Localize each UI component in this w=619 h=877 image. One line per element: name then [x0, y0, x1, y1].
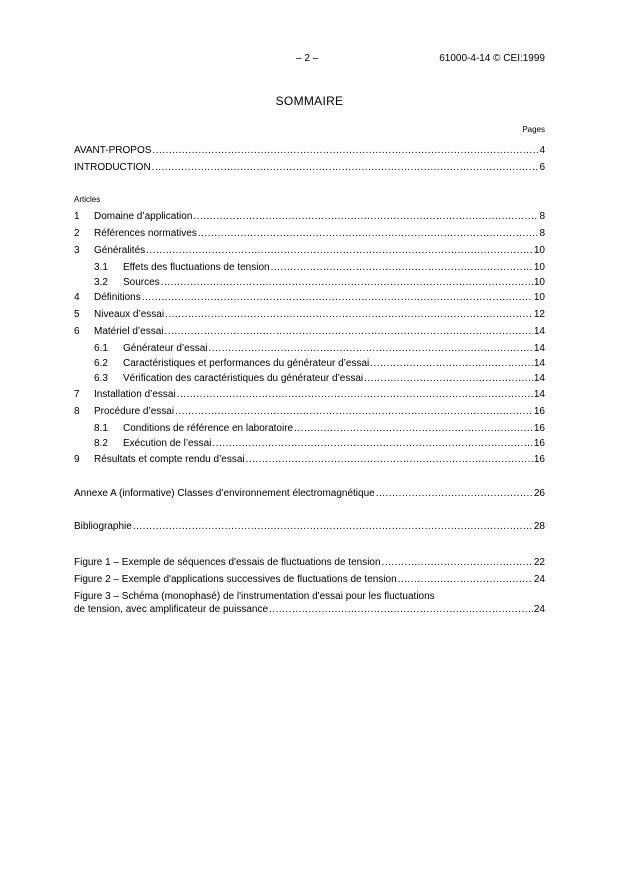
toc-article-page: 8 — [539, 211, 545, 222]
toc-figure-1[interactable] — [74, 556, 545, 569]
toc-article-label: Résultats et compte rendu d’essai — [94, 454, 245, 465]
dot-leader — [398, 573, 533, 586]
dot-leader — [246, 453, 533, 466]
dot-leader — [152, 144, 538, 157]
toc-entry-label: INTRODUCTION — [74, 162, 151, 173]
toc-article-label: Exécution de l’essai — [123, 438, 212, 449]
dot-leader — [177, 388, 533, 401]
toc-article-label: Niveaux d’essai — [94, 309, 165, 320]
toc-article-page: 14 — [533, 358, 545, 369]
page-header-number: – 2 – — [296, 53, 319, 64]
toc-article-number: 8.2 — [94, 438, 108, 449]
toc-article-number: 8 — [74, 406, 80, 417]
toc-article-page: 10 — [533, 277, 545, 288]
toc-article-label: Définitions — [94, 292, 141, 303]
toc-article-8-1[interactable] — [94, 422, 545, 435]
toc-figure-label: de tension, avec amplificateur de puissance — [74, 604, 269, 615]
toc-entry-page: 26 — [533, 488, 545, 499]
toc-article-number: 3 — [74, 245, 80, 256]
toc-article-6[interactable] — [74, 325, 545, 338]
toc-article-page: 10 — [533, 292, 545, 303]
dot-leader — [175, 405, 533, 418]
dot-leader — [165, 308, 533, 321]
toc-article-1[interactable] — [74, 210, 545, 223]
toc-article-4[interactable] — [74, 291, 545, 304]
toc-figure-label: Figure 2 – Exemple d'applications successives de fluctuations de tension — [74, 574, 397, 585]
toc-entry-avant-propos[interactable] — [74, 144, 545, 157]
toc-entry-page: 4 — [539, 145, 545, 156]
toc-article-label: Généralités — [94, 245, 146, 256]
dot-leader — [294, 422, 533, 435]
toc-figure-page: 24 — [533, 574, 545, 585]
dot-leader — [209, 342, 533, 355]
toc-article-page: 16 — [533, 423, 545, 434]
toc-article-page: 16 — [533, 406, 545, 417]
toc-article-number: 8.1 — [94, 423, 108, 434]
toc-figure-2[interactable] — [74, 573, 545, 586]
dot-leader — [152, 161, 539, 174]
dot-leader — [133, 520, 533, 533]
dot-leader — [161, 276, 533, 289]
dot-leader — [382, 556, 533, 569]
toc-entry-annex-a[interactable] — [74, 487, 545, 500]
toc-article-label: Caractéristiques et performances du générateur d’essai — [123, 358, 370, 369]
toc-article-label: Sources — [123, 277, 160, 288]
toc-article-3-1[interactable] — [94, 261, 545, 274]
toc-figure-3[interactable] — [74, 603, 545, 616]
toc-article-number: 4 — [74, 292, 80, 303]
toc-article-label: Conditions de référence en laboratoire — [123, 423, 294, 434]
toc-article-3[interactable] — [74, 244, 545, 257]
dot-leader — [142, 291, 533, 304]
toc-article-5[interactable] — [74, 308, 545, 321]
articles-label: Articles — [74, 195, 101, 204]
toc-article-number: 3.2 — [94, 277, 108, 288]
toc-article-page: 14 — [533, 326, 545, 337]
dot-leader — [376, 487, 533, 500]
toc-article-page: 16 — [533, 454, 545, 465]
toc-article-6-3[interactable] — [94, 372, 545, 385]
toc-article-label: Installation d’essai — [94, 389, 176, 400]
dot-leader — [370, 357, 533, 370]
toc-article-page: 10 — [533, 262, 545, 273]
toc-entry-label: Bibliographie — [74, 521, 132, 532]
toc-article-number: 7 — [74, 389, 80, 400]
toc-figure-page: 22 — [533, 557, 545, 568]
toc-article-label: Effets des fluctuations de tension — [123, 262, 270, 273]
toc-article-6-2[interactable] — [94, 357, 545, 370]
toc-article-page: 12 — [533, 309, 545, 320]
toc-article-number: 2 — [74, 228, 80, 239]
toc-article-7[interactable] — [74, 388, 545, 401]
toc-article-label: Vérification des caractéristiques du générateur d’essai — [123, 373, 364, 384]
toc-article-label: Références normatives — [94, 228, 197, 239]
toc-article-number: 3.1 — [94, 262, 108, 273]
toc-entry-introduction[interactable] — [74, 161, 545, 174]
dot-leader — [193, 210, 538, 223]
toc-article-page: 16 — [533, 438, 545, 449]
toc-article-8-2[interactable] — [94, 437, 545, 450]
dot-leader — [269, 603, 533, 616]
toc-article-page: 14 — [533, 389, 545, 400]
page-title: SOMMAIRE — [275, 94, 344, 108]
toc-entry-bibliography[interactable] — [74, 520, 545, 533]
toc-article-number: 1 — [74, 211, 80, 222]
toc-article-page: 10 — [533, 245, 545, 256]
toc-figure-page: 24 — [533, 604, 545, 615]
toc-entry-label: AVANT-PROPOS — [74, 145, 152, 156]
pages-column-label: Pages — [522, 125, 545, 134]
toc-article-number: 9 — [74, 454, 80, 465]
toc-article-number: 5 — [74, 309, 80, 320]
toc-figure-3-label-line1[interactable]: Figure 3 – Schéma (monophasé) de l'instrumentation d'essai pour les fluctuations — [74, 591, 435, 602]
toc-article-number: 6 — [74, 326, 80, 337]
page-header-reference: 61000-4-14 © CEI:1999 — [439, 53, 545, 64]
dot-leader — [271, 261, 533, 274]
toc-article-number: 6.1 — [94, 343, 108, 354]
toc-article-page: 8 — [539, 228, 545, 239]
toc-article-label: Domaine d’application — [94, 211, 193, 222]
toc-article-6-1[interactable] — [94, 342, 545, 355]
toc-entry-label: Annexe A (informative) Classes d’environnement électromagnétique — [74, 488, 375, 499]
toc-article-number: 6.2 — [94, 358, 108, 369]
toc-entry-page: 28 — [533, 521, 545, 532]
toc-figure-label: Figure 1 – Exemple de séquences d'essais de fluctuations de tension — [74, 557, 381, 568]
toc-article-3-2[interactable] — [94, 276, 545, 289]
toc-article-page: 14 — [533, 373, 545, 384]
toc-article-label: Matériel d’essai — [94, 326, 164, 337]
dot-leader — [212, 437, 532, 450]
dot-leader — [146, 244, 533, 257]
dot-leader — [364, 372, 533, 385]
toc-article-label: Procédure d’essai — [94, 406, 175, 417]
toc-article-2[interactable] — [74, 227, 545, 240]
toc-article-9[interactable] — [74, 453, 545, 466]
dot-leader — [198, 227, 539, 240]
toc-article-page: 14 — [533, 343, 545, 354]
toc-article-label: Générateur d’essai — [123, 343, 208, 354]
toc-article-number: 6.3 — [94, 373, 108, 384]
dot-leader — [164, 325, 532, 338]
toc-entry-page: 6 — [539, 162, 545, 173]
toc-article-8[interactable] — [74, 405, 545, 418]
